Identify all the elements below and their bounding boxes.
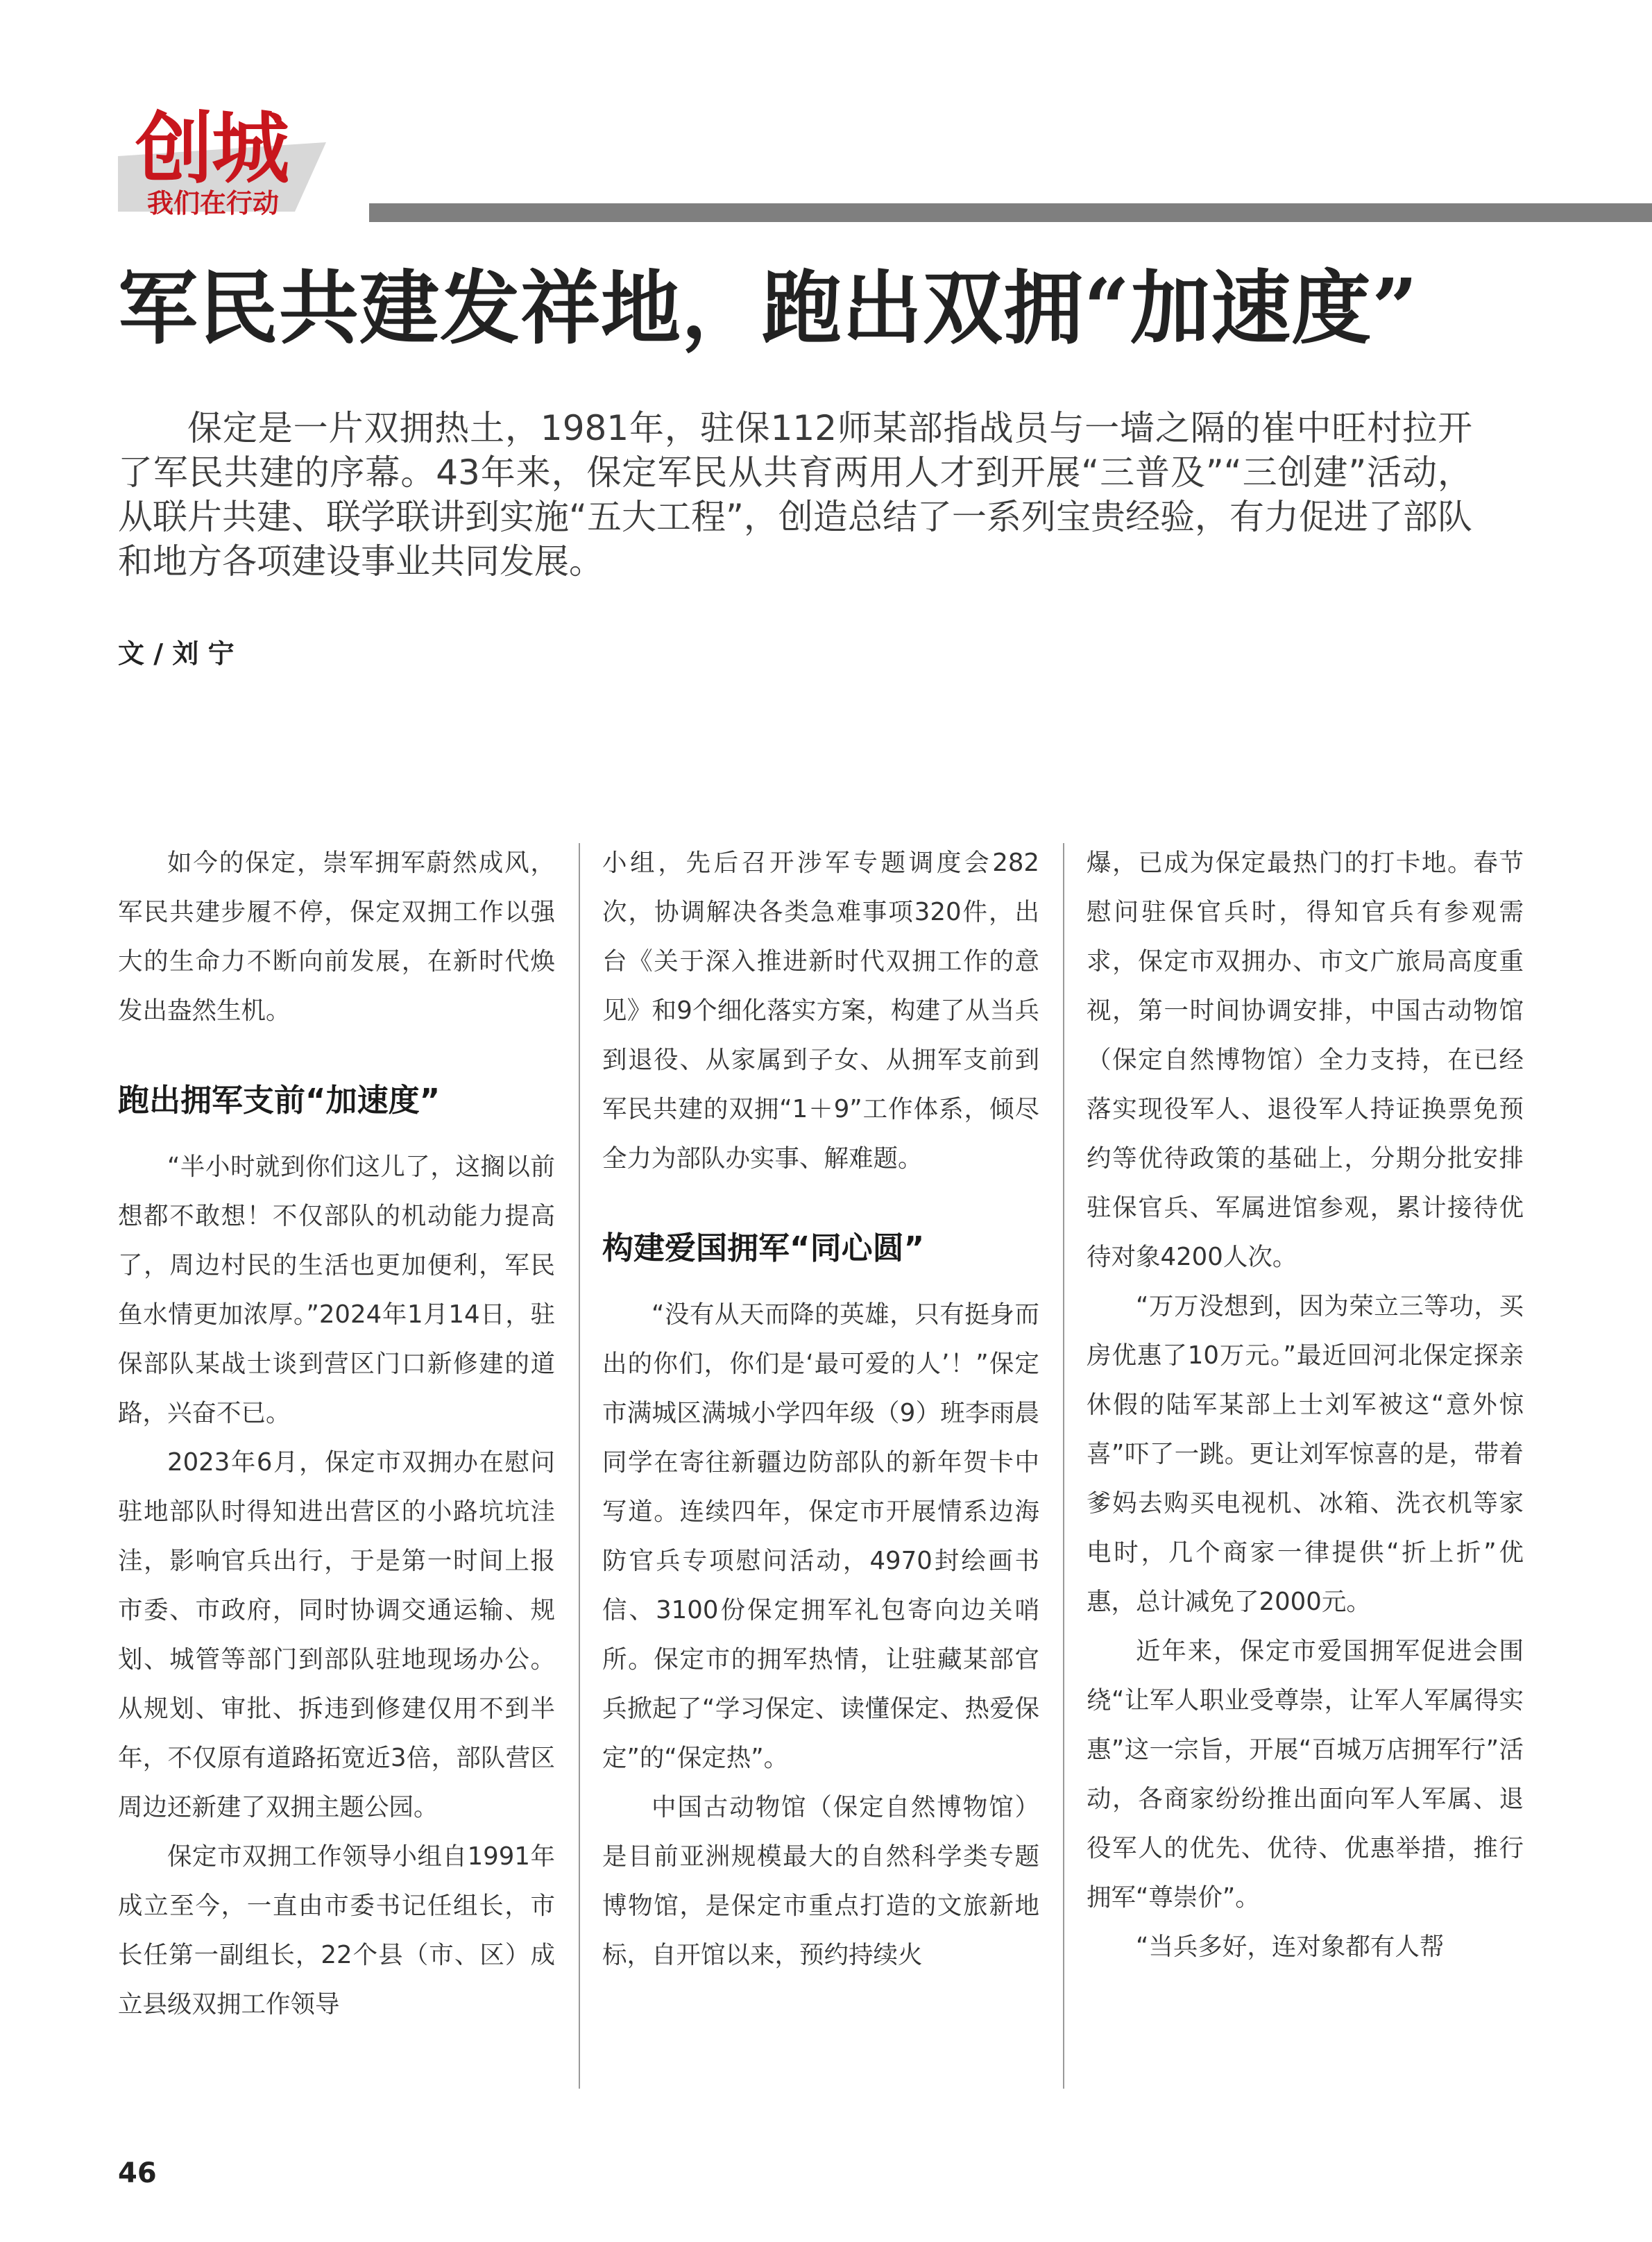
- article-lead: 保定是一片双拥热土，1981年，驻保112师某部指战员与一墙之隔的崔中旺村拉开了军民共建的序幕。43年来，保定军民从共育两用人才到开展“三普及”“三创建”活动，从联片共建、联学联讲到实施“五大工程”，创造总结了一系列宝贵经验，有力促进了部队和地方各项建设事业共同发展。: [118, 408, 1472, 581]
- paragraph: “没有从天而降的英雄，只有挺身而出的你们，你们是‘最可爱的人’！”保定市满城区满城小学四年级（9）班李雨晨同学在寄往新疆边防部队的新年贺卡中写道。连续四年，保定市开展情系边海防官兵专项慰问活动，4970封绘画书信、3100份保定拥军礼包寄向边关哨所。保定市的拥军热情，让驻藏某部官兵掀起了“学习保定、读懂保定、热爱保定”的“保定热”。: [602, 1300, 1039, 1772]
- column-divider: [579, 843, 580, 2089]
- paragraph: “当兵多好，连对象都有人帮: [1136, 1933, 1445, 1961]
- page-number: 46: [118, 2157, 157, 2189]
- logo-sub-text: 我们在行动: [147, 188, 280, 219]
- paragraph: “半小时就到你们这儿了，这搁以前想都不敢想！不仅部队的机动能力提高了，周边村民的生活也更加便利，军民鱼水情更加浓厚。”2024年1月14日，驻保部队某战士谈到营区门口新修建的道路，兴奋不已。: [118, 1153, 555, 1427]
- paragraph: 中国古动物馆（保定自然博物馆）是目前亚洲规模最大的自然科学类专题博物馆，是保定市重点打造的文旅新地标，自开馆以来，预约持续火: [602, 1793, 1039, 1969]
- text-column-2: [602, 838, 1039, 1980]
- header-divider-bar: [369, 203, 1652, 222]
- section-heading: 跑出拥军支前“加速度”: [118, 1082, 441, 1119]
- paragraph: 保定市双拥工作领导小组自1991年成立至今，一直由市委书记任组长，市长任第一副组长，22个县（市、区）成立县级双拥工作领导: [118, 1842, 555, 2019]
- paragraph: 2023年6月，保定市双拥办在慰问驻地部队时得知进出营区的小路坑坑洼洼，影响官兵出行，于是第一时间上报市委、市政府，同时协调交通运输、规划、城管等部门到部队驻地现场办公。从规划、审批、拆违到修建仅用不到半年，不仅原有道路拓宽近3倍，部队营区周边还新建了双拥主题公园。: [118, 1448, 555, 1821]
- logo-main-text: 创城: [135, 104, 288, 194]
- article-byline: 文 / 刘 宁: [118, 638, 235, 669]
- paragraph: “万万没想到，因为荣立三等功，买房优惠了10万元。”最近回河北保定探亲休假的陆军某部上士刘军被这“意外惊喜”吓了一跳。更让刘军惊喜的是，带着爹妈去购买电视机、冰箱、洗衣机等家电时，几个商家一律提供“折上折”优惠，总计减免了2000元。: [1087, 1292, 1524, 1616]
- text-column-1: [118, 838, 555, 2029]
- section-logo: [118, 104, 326, 222]
- text-column-3: [1087, 838, 1524, 1971]
- paragraph: 如今的保定，崇军拥军蔚然成风，军民共建步履不停，保定双拥工作以强大的生命力不断向前发展，在新时代焕发出盎然生机。: [118, 849, 555, 1025]
- paragraph: 小组，先后召开涉军专题调度会282次，协调解决各类急难事项320件，出台《关于深入推进新时代双拥工作的意见》和9个细化落实方案，构建了从当兵到退役、从家属到子女、从拥军支前到军民共建的双拥“1＋9”工作体系，倾尽全力为部队办实事、解难题。: [602, 849, 1039, 1173]
- section-heading: 构建爱国拥军“同心圆”: [602, 1230, 925, 1266]
- column-divider: [1063, 843, 1064, 2089]
- paragraph: 近年来，保定市爱国拥军促进会围绕“让军人职业受尊崇，让军人军属得实惠”这一宗旨，开展“百城万店拥军行”活动，各商家纷纷推出面向军人军属、退役军人的优先、优待、优惠举措，推行拥军“尊崇价”。: [1087, 1637, 1524, 1912]
- paragraph: 爆，已成为保定最热门的打卡地。春节慰问驻保官兵时，得知官兵有参观需求，保定市双拥办、市文广旅局高度重视，第一时间协调安排，中国古动物馆（保定自然博物馆）全力支持，在已经落实现役军人、退役军人持证换票免预约等优待政策的基础上，分期分批安排驻保官兵、军属进馆参观，累计接待优待对象4200人次。: [1087, 849, 1524, 1271]
- article-title: 军民共建发祥地，跑出双拥“加速度”: [118, 262, 1419, 355]
